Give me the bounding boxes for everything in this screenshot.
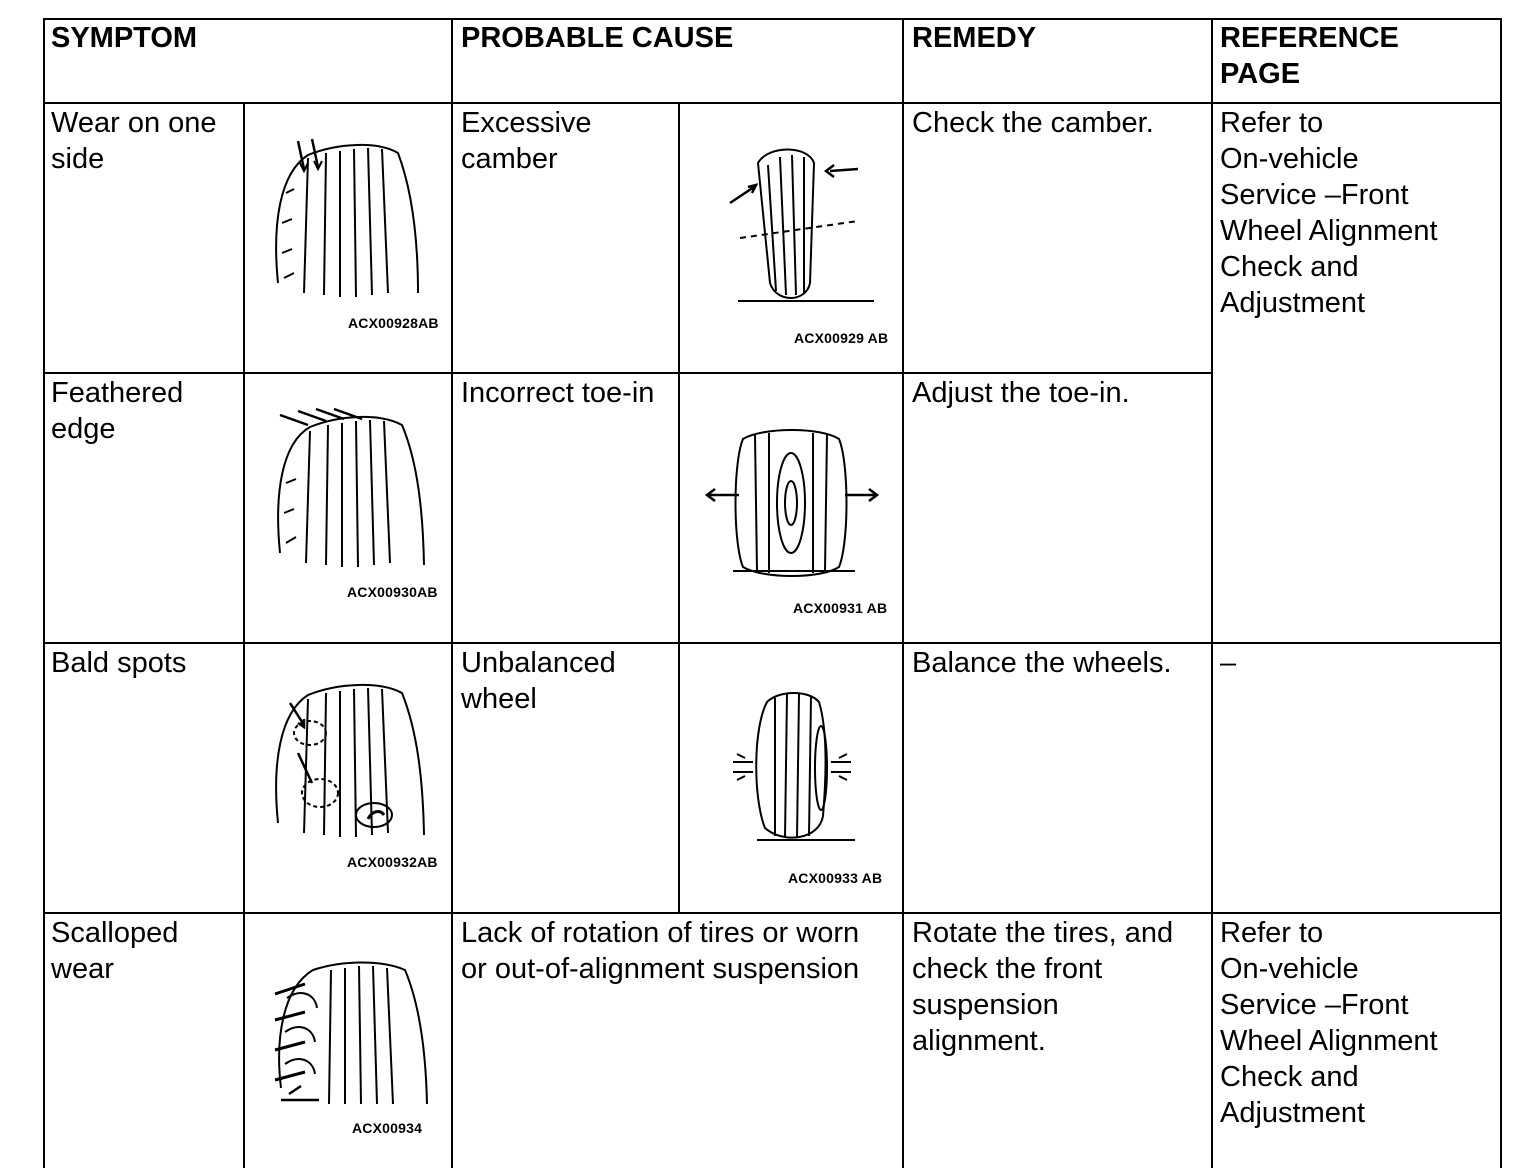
row1-cause-figure-code: ACX00929 AB (794, 330, 889, 346)
header-probable-cause: PROBABLE CAUSE (461, 22, 734, 54)
header-remedy: REMEDY (912, 22, 1037, 54)
tire-tread-wear-icon (271, 958, 441, 1108)
row4-symptom: Scalloped wear (51, 917, 179, 985)
row2-cause-figure-code: ACX00931 AB (793, 600, 888, 616)
tire-camber-icon (718, 143, 888, 308)
rule-symptom-figure (243, 102, 245, 1168)
row4-symptom-figure-code: ACX00934 (352, 1120, 423, 1136)
rule-row3-bottom (43, 912, 1502, 914)
row4-reference: Refer to On-vehicle Service –Front Wheel Alignment Check and Adjustment (1220, 917, 1438, 1129)
row1-symptom: Wear on one side (51, 107, 217, 175)
rule-header-bottom (43, 102, 1502, 104)
rule-row2-bottom (43, 642, 1502, 644)
row3-cause-figure-code: ACX00933 AB (788, 870, 883, 886)
row1-remedy: Check the camber. (912, 107, 1154, 139)
row4-cause: Lack of rotation of tires or worn or out-of-alignment suspension (461, 917, 860, 985)
tire-tread-wear-icon (268, 133, 428, 313)
row2-cause: Incorrect toe-in (461, 377, 655, 409)
tire-toe-in-icon (703, 423, 883, 583)
row1-symptom-figure-code: ACX00928AB (348, 315, 439, 331)
rule-cause (451, 18, 453, 1168)
tire-wear-diagnosis-table (43, 18, 1502, 1168)
row2-symptom-figure-code: ACX00930AB (347, 584, 438, 600)
rule-remedy (902, 18, 904, 1168)
row3-symptom: Bald spots (51, 647, 187, 679)
rule-right (1500, 18, 1502, 1168)
row2-remedy: Adjust the toe-in. (912, 377, 1130, 409)
tire-tread-wear-icon (268, 403, 438, 583)
rule-reference (1211, 18, 1213, 1168)
rule-left (43, 18, 45, 1168)
row3-reference: – (1220, 647, 1237, 679)
row2-symptom: Feathered edge (51, 377, 184, 445)
row1-2-reference: Refer to On-vehicle Service –Front Wheel Alignment Check and Adjustment (1220, 107, 1438, 319)
tire-tread-wear-icon (268, 673, 438, 853)
row3-symptom-figure-code: ACX00932AB (347, 854, 438, 870)
row1-cause: Excessive camber (461, 107, 592, 175)
header-symptom: SYMPTOM (51, 22, 198, 54)
tire-balance-icon (723, 688, 873, 848)
rule-cause-figure (678, 102, 680, 912)
row4-remedy: Rotate the tires, and check the front suspension alignment. (912, 917, 1174, 1057)
rule-row1-bottom (43, 372, 1212, 374)
header-reference-page: REFERENCE PAGE (1220, 22, 1399, 90)
row3-remedy: Balance the wheels. (912, 647, 1172, 679)
row3-cause: Unbalanced wheel (461, 647, 616, 715)
